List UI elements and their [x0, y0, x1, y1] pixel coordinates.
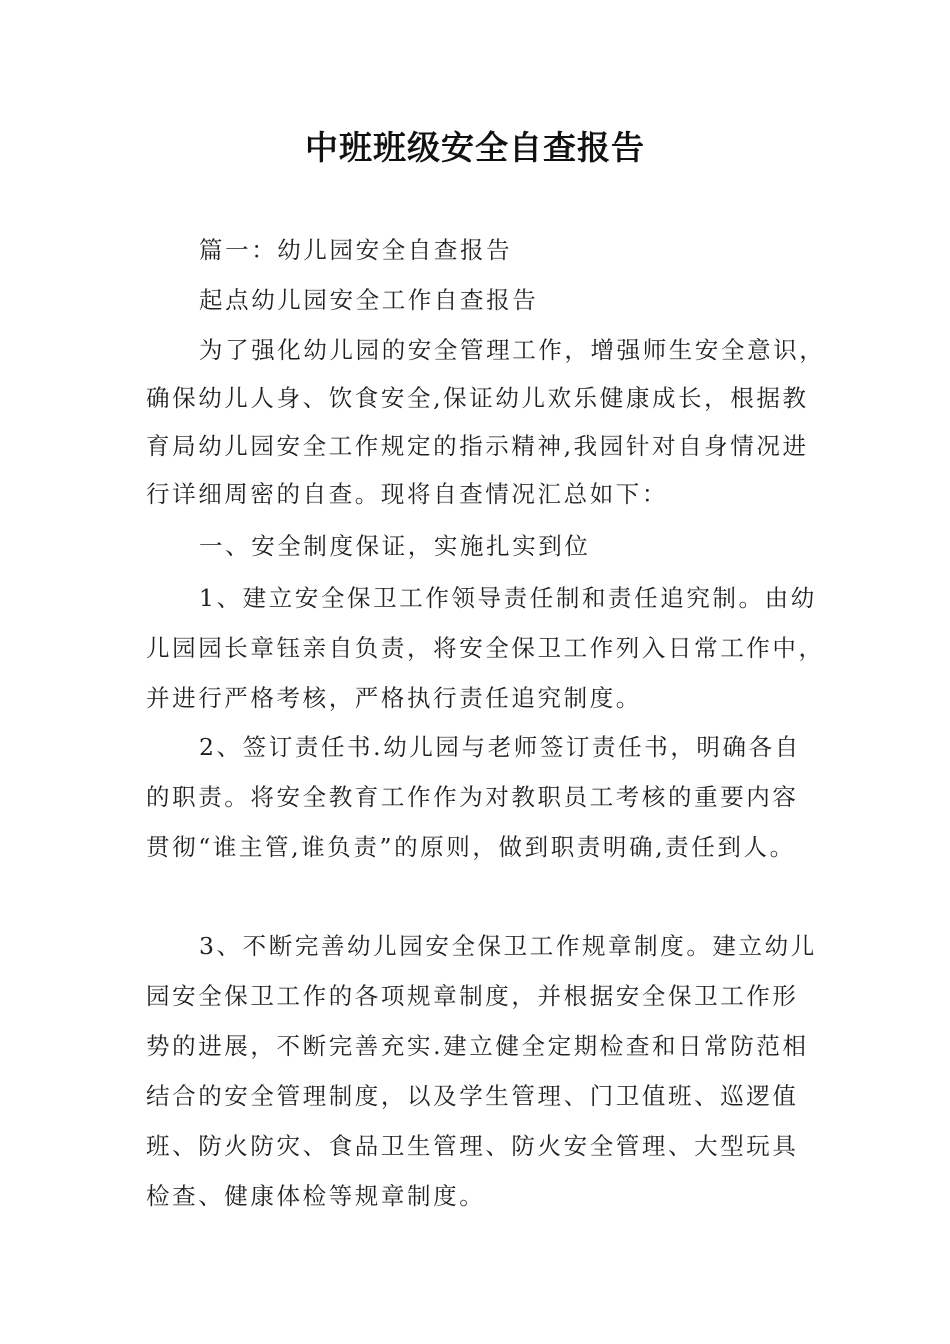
paragraph-line: 为了强化幼儿园的安全管理工作，增强师生安全意识，	[199, 336, 826, 364]
paragraph-line: 育局幼儿园安全工作规定的指示精神,我园针对自身情况进	[146, 432, 809, 460]
paragraph-line: 园安全保卫工作的各项规章制度，并根据安全保卫工作形	[146, 982, 799, 1010]
paragraph-line: 贯彻“谁主管,谁负责”的原则，做到职责明确,责任到人。	[146, 833, 796, 861]
paragraph-line: 势的进展，不断完善充实.建立健全定期检查和日常防范相	[146, 1032, 809, 1060]
section-heading: 篇一：幼儿园安全自查报告	[199, 236, 513, 264]
paragraph-line: 的职责。将安全教育工作作为对教职员工考核的重要内容	[146, 783, 799, 811]
report-subtitle: 起点幼儿园安全工作自查报告	[199, 286, 539, 314]
paragraph-line: 1、建立安全保卫工作领导责任制和责任追究制。由幼	[199, 584, 817, 612]
paragraph-line: 结合的安全管理制度，以及学生管理、门卫值班、巡逻值	[146, 1082, 799, 1110]
paragraph-line: 确保幼儿人身、饮食安全,保证幼儿欢乐健康成长，根据教	[146, 384, 809, 412]
paragraph-line: 3、不断完善幼儿园安全保卫工作规章制度。建立幼儿	[199, 932, 817, 960]
paragraph-line: 儿园园长章钰亲自负责，将安全保卫工作列入日常工作中，	[146, 634, 825, 662]
paragraph-line: 班、防火防灾、食品卫生管理、防火安全管理、大型玩具	[146, 1132, 799, 1160]
section-heading: 一、安全制度保证，实施扎实到位	[199, 532, 591, 560]
paragraph-line: 2、签订责任书.幼儿园与老师签订责任书，明确各自	[199, 733, 801, 761]
paragraph-line: 行详细周密的自查。现将自查情况汇总如下：	[146, 480, 668, 508]
document-title: 中班班级安全自查报告	[305, 128, 645, 167]
paragraph-line: 并进行严格考核，严格执行责任追究制度。	[146, 684, 642, 712]
paragraph-line: 检查、健康体检等规章制度。	[146, 1182, 486, 1210]
